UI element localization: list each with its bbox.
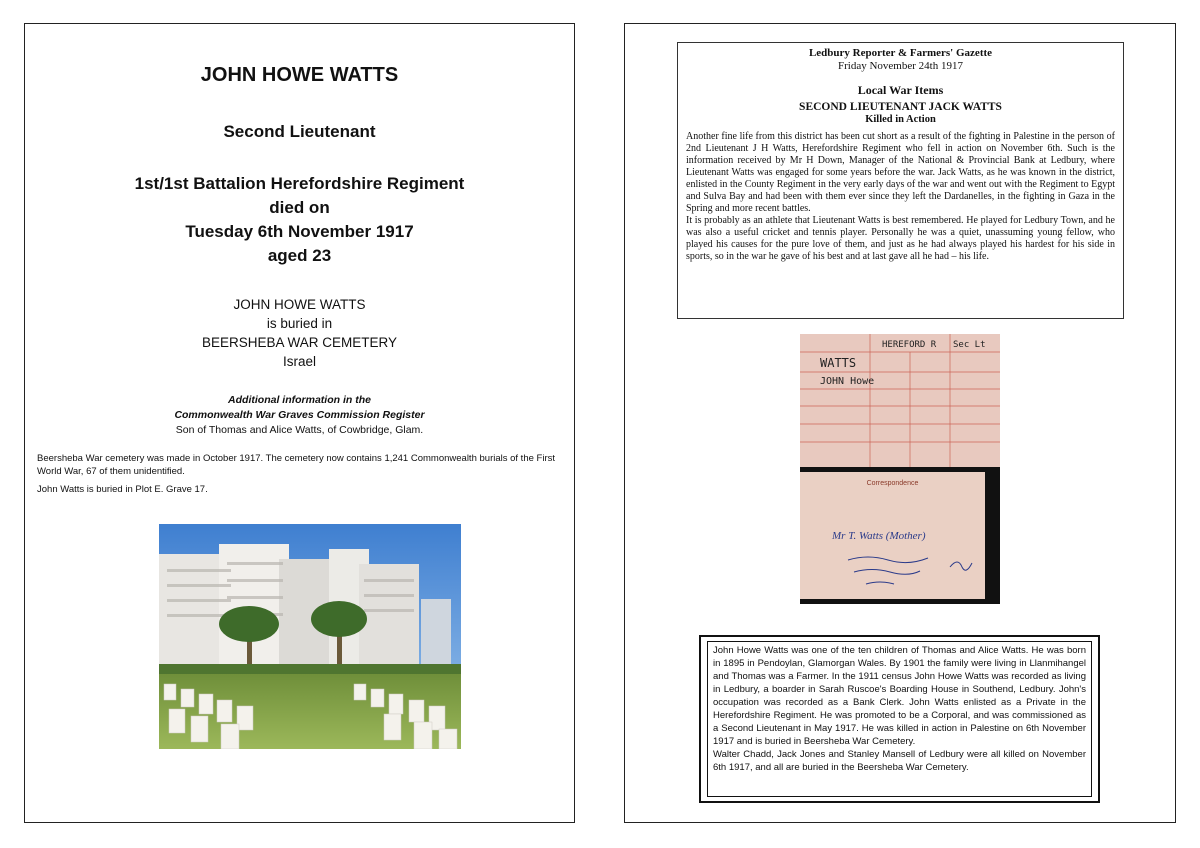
death-date-line: Tuesday 6th November 1917 xyxy=(185,222,414,241)
newspaper-clipping xyxy=(677,42,1124,319)
soldier-name: JOHN HOWE WATTS xyxy=(200,64,399,86)
soldier-rank: Second Lieutenant xyxy=(223,122,376,141)
additional-info-heading: Additional information in the xyxy=(228,394,371,406)
parents-line: Son of Thomas and Alice Watts, of Cowbridge, Glam. xyxy=(175,424,424,436)
publication-date: Friday November 24th 1917 xyxy=(838,60,963,72)
unit-and-death-block xyxy=(25,172,574,268)
biography-paragraph: Walter Chadd, Jack Jones and Stanley Mansell of Ledbury were all killed on November 6th 1917, and all are buried in the Beersheba War Cemetery. xyxy=(713,749,1086,773)
article-paragraph: Another fine life from this district has been cut short as a result of the fighting in Palestine in the person of 2nd Lieutenant J H Watts, Herefordshire Regiment who fell in action on November 6th. Such is the information received by Mr H Down, Manager of the National & Provincial Bank at Ledbury, where Lieutenant Watts was engaged for some years before the war. Jack Watts, as he was known in the district, enlisted in the County Regiment in the very early days of the war and went out with the Regiment to Egypt and Sulva Bay and had been with them ever since they left the Dardanelles, in the fighting in Gaza in the Spring and more recent battles. xyxy=(686,131,1115,214)
card-forename: JOHN Howe xyxy=(820,376,875,387)
burial-text: is buried in xyxy=(266,316,333,331)
card-regiment: HEREFORD R xyxy=(882,340,937,350)
medal-index-card xyxy=(800,334,1000,604)
biography-paragraph: John Howe Watts was one of the ten children of Thomas and Alice Watts. He was born in 1895 in Pendoylan, Glamorgan Wales. By 1901 the family were living in Llanmihangel and Thomas was a Farmer. In the 1911 census John Howe Watts was recorded as living in Ledbury, a boarder in Sarah Ruscoe's Boarding House in Southend, Ledbury. John's occupation was recorded as a Bank Clerk. John Watts enlisted as a Private in the Herefordshire Regiment. He was promoted to be a Corporal, and was commissioned as a Second Lieutenant in May 1917. He was killed in action in Palestine on 6th November 1917 and is buried in Beersheba War Cemetery. xyxy=(713,645,1086,747)
card-address: Mr T. Watts (Mother) xyxy=(832,530,926,542)
additional-info-block xyxy=(25,393,574,438)
publication-name: Ledbury Reporter & Farmers' Gazette xyxy=(808,47,993,59)
article-paragraph: It is probably as an athlete that Lieutenant Watts is best remembered. He played for Ledbury Town, and he was also a useful cricket and tennis player. Personally he was a quiet, unassuming young fellow, who played his causes for the pure love of them, and just as he had always played his hardest for his side in sports, so in the war he gave of his best and at last gave all he had – his life. xyxy=(686,215,1115,262)
cemetery-country: Israel xyxy=(282,354,316,369)
register-name: Commonwealth War Graves Commission Register xyxy=(174,409,425,421)
right-page xyxy=(624,23,1176,823)
cemetery-notes xyxy=(37,452,562,501)
article-body xyxy=(686,131,1115,263)
correspondence-label: Correspondence xyxy=(866,480,919,487)
medal-card-back xyxy=(800,472,985,599)
cemetery-note: Beersheba War cemetery was made in October 1917. The cemetery now contains 1,241 Commonwealth burials of the First World War, 67 of them unidentified. xyxy=(37,453,555,477)
card-surname: WATTS xyxy=(820,356,857,370)
article-headline: SECOND LIEUTENANT JACK WATTS xyxy=(799,101,1002,113)
card-handwriting-image xyxy=(800,472,985,599)
cemetery-photo xyxy=(159,524,461,749)
burial-name: JOHN HOWE WATTS xyxy=(233,297,366,312)
plot-note: John Watts is buried in Plot E. Grave 17. xyxy=(37,484,208,495)
biography-inner xyxy=(707,641,1092,797)
article-subhead: Killed in Action xyxy=(865,114,936,125)
died-on-line: died on xyxy=(269,198,330,217)
burial-block xyxy=(25,295,574,371)
card-grid-image xyxy=(800,334,1000,467)
section-title: Local War Items xyxy=(857,83,944,97)
medal-card-front xyxy=(800,334,1000,467)
biography-box xyxy=(699,635,1100,803)
unit-line: 1st/1st Battalion Herefordshire Regiment xyxy=(134,174,465,193)
card-rank: Sec Lt xyxy=(953,340,986,350)
cemetery-name: BEERSHEBA WAR CEMETERY xyxy=(201,335,398,350)
cemetery-photo-image xyxy=(159,524,461,749)
left-page xyxy=(24,23,575,823)
age-line: aged 23 xyxy=(267,246,332,265)
